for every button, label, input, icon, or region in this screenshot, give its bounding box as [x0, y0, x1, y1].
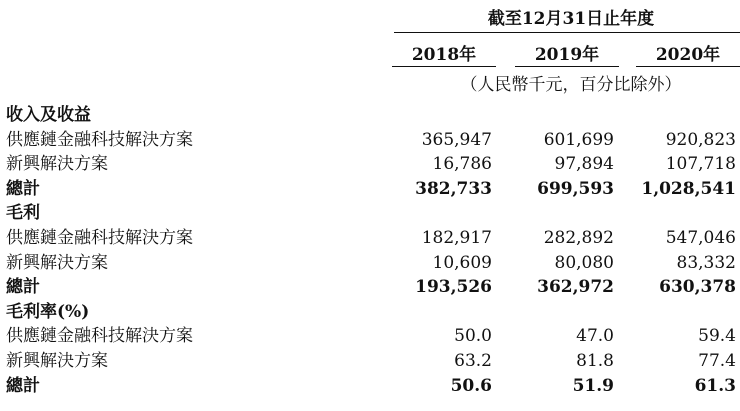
cell-value-2019: 81.8 [576, 351, 614, 371]
cell-value-2018: 182,917 [421, 228, 492, 248]
gross-margin-section-title [0, 300, 740, 324]
cell-value-2018: 10,609 [432, 252, 492, 273]
year-2019-rule [515, 66, 619, 67]
table-row [0, 226, 740, 250]
table-row [0, 324, 740, 348]
year-header-2020: 2020年 [655, 45, 721, 65]
year-2020-rule [636, 66, 740, 67]
table-row [0, 128, 740, 152]
total-row [0, 177, 740, 201]
cell-value-2020: 83,332 [676, 252, 736, 273]
year-header-2018: 2018年 [411, 45, 477, 65]
cell-value-2020: 920,823 [665, 129, 736, 150]
cell-value-2018: 382,733 [415, 178, 492, 199]
cell-value-2019: 282,892 [543, 228, 614, 248]
cell-value-2018: 365,947 [421, 129, 492, 150]
cell-value-2018: 50.6 [450, 375, 492, 396]
cell-value-2019: 699,593 [537, 178, 614, 199]
cell-value-2020: 1,028,541 [641, 178, 736, 199]
row-label: 新興解決方案 [6, 351, 108, 371]
revenue-section-title [0, 103, 740, 127]
cell-value-2019: 362,972 [537, 277, 614, 298]
cell-value-2020: 61.3 [694, 375, 736, 396]
table-row [0, 152, 740, 176]
period-header: 截至12月31日止年度 [487, 9, 655, 29]
period-header-rule [394, 32, 740, 33]
row-label: 總計 [6, 178, 40, 199]
cell-value-2019: 51.9 [572, 375, 614, 396]
row-label: 新興解決方案 [6, 252, 108, 273]
cell-value-2020: 77.4 [698, 351, 736, 371]
section-title-label: 毛利率(%) [6, 301, 90, 322]
row-label: 供應鏈金融科技解決方案 [6, 326, 193, 347]
gross-profit-section-title [0, 201, 740, 225]
cell-value-2018: 193,526 [415, 277, 492, 298]
total-row [0, 374, 740, 398]
row-label: 供應鏈金融科技解決方案 [6, 228, 193, 248]
cell-value-2018: 63.2 [454, 351, 492, 371]
cell-value-2018: 16,786 [432, 154, 492, 175]
row-label: 供應鏈金融科技解決方案 [6, 129, 193, 150]
cell-value-2019: 80,080 [554, 252, 614, 273]
cell-value-2018: 50.0 [454, 326, 492, 347]
section-title-label: 毛利 [6, 203, 40, 224]
year-header-2019: 2019年 [534, 45, 600, 65]
table-row [0, 349, 740, 373]
table-row [0, 251, 740, 275]
total-row [0, 275, 740, 299]
cell-value-2019: 47.0 [576, 326, 614, 347]
cell-value-2020: 107,718 [665, 154, 736, 175]
year-2018-rule [392, 66, 496, 67]
cell-value-2019: 97,894 [554, 154, 614, 175]
unit-note: （人民幣千元，百分比除外） [460, 75, 682, 95]
cell-value-2020: 59.4 [698, 326, 736, 347]
row-label: 新興解決方案 [6, 154, 108, 175]
row-label: 總計 [6, 375, 40, 396]
cell-value-2019: 601,699 [543, 129, 614, 150]
cell-value-2020: 547,046 [665, 228, 736, 248]
row-label: 總計 [6, 277, 40, 298]
section-title-label: 收入及收益 [6, 105, 91, 125]
cell-value-2020: 630,378 [659, 277, 736, 298]
